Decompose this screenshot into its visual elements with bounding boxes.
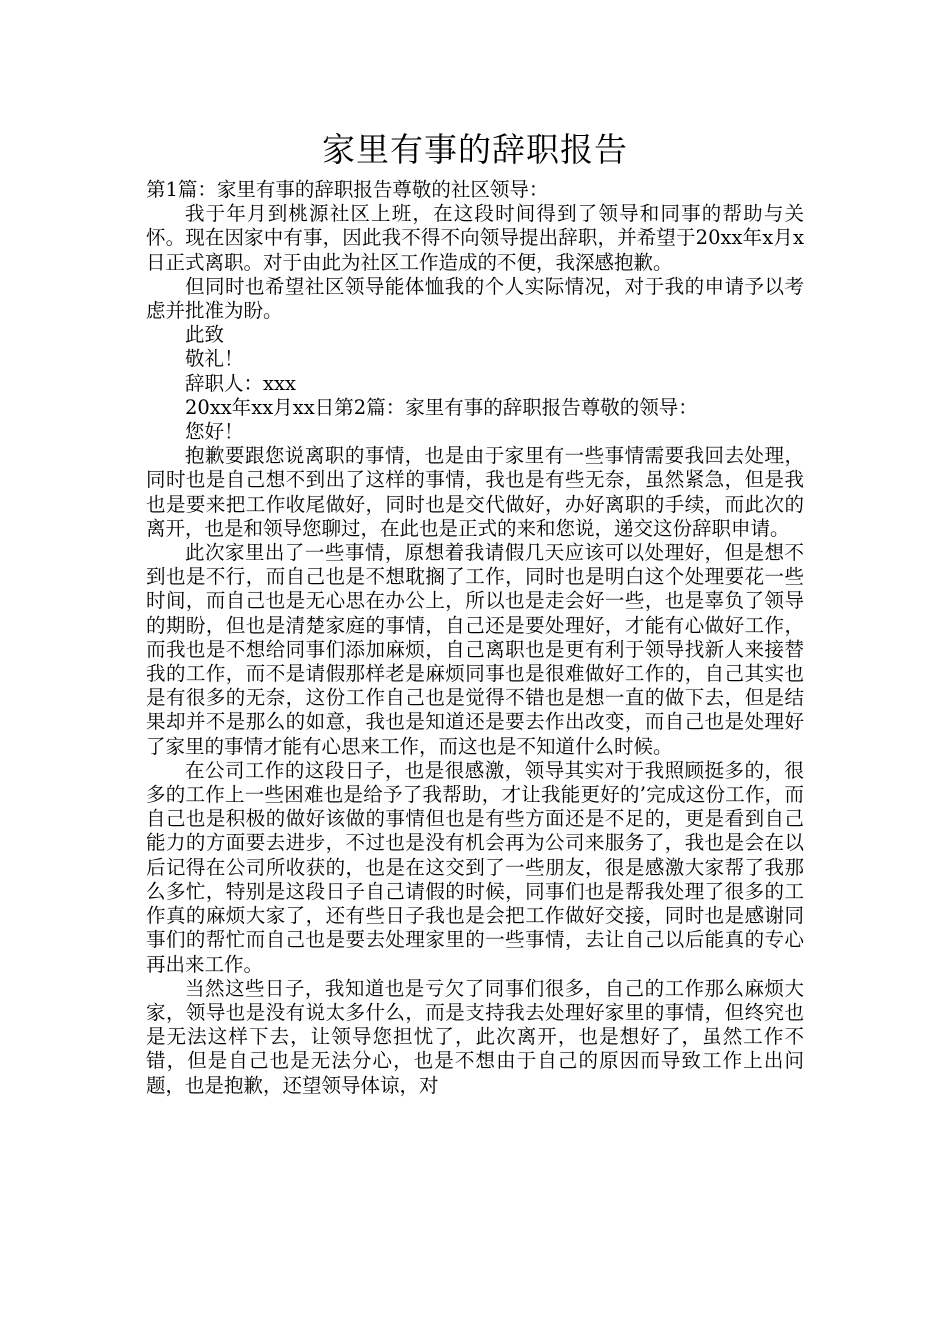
signature-line: 辞职人：xxx <box>185 371 296 395</box>
document-title: 家里有事的辞职报告 <box>322 130 628 169</box>
document-page <box>146 122 804 1098</box>
closing-salute: 敬礼！ <box>185 347 244 371</box>
paragraph: 在公司工作的这段日子，也是很感激，领导其实对于我照顾挺多的，很多的工作上一些困难也是给予了我帮助，才让我能更好的’完成这份工作，而自己也是积极的做好该做的事情但也是有些方面还是不足的，更是看到自己能力的方面要去进步，不过也是没有机会再为公司来服务了，我也是会在以后记得在公司所收获的，也是在这交到了一些朋友，很是感激大家帮了我那么多忙，特别是这段日子自己请假的时候，同事们也是帮我处理了很多的工作真的麻烦大家了，还有些日子我也是会把工作做好交接，同时也是感谢同事们的帮忙而自己也是要去处理家里的一些事情，去让自己以后能真的专心再出来工作。 <box>146 758 804 976</box>
document-body <box>146 178 804 1098</box>
paragraph: 但同时也希望社区领导能体恤我的个人实际情况，对于我的申请予以考虑并批准为盼。 <box>146 274 804 323</box>
paragraph: 此次家里出了一些事情，原想着我请假几天应该可以处理好，但是想不到也是不行，而自己也是不想耽搁了工作，同时也是明白这个处理要花一些时间，而自己也是无心思在办公上，所以也是走会好一些，也是辜负了领导的期盼，但也是清楚家庭的事情，自己还是要处理好，才能有心做好工作，而我也是不想给同事们添加麻烦，自己离职也是更有利于领导找新人来接替我的工作，而不是请假那样老是麻烦同事也是很难做好工作的，自己其实也是有很多的无奈，这份工作自己也是觉得不错也是想一直的做下去，但是结果却并不是那么的如意，我也是知道还是要去作出改变，而自己也是处理好了家里的事情才能有心思来工作，而这也是不知道什么时候。 <box>146 541 804 758</box>
paragraph: 我于年月到桃源社区上班，在这段时间得到了领导和同事的帮助与关怀。现在因家中有事，因此我不得不向领导提出辞职，并希望于20xx年x月x日正式离职。对于由此为社区工作造成的不便，我深感抱歉。 <box>146 202 804 274</box>
greeting: 您好！ <box>185 420 244 444</box>
closing-line: 此致 <box>185 323 225 347</box>
paragraph: 抱歉要跟您说离职的事情，也是由于家里有一些事情需要我回去处理，同时也是自己想不到出了这样的事情，我也是有些无奈，虽然紧急，但是我也是要来把工作收尾做好，同时也是交代做好，办好离职的手续，而此次的离开，也是和领导您聊过，在此也是正式的来和您说，递交这份辞职申请。 <box>146 444 804 540</box>
paragraph: 当然这些日子，我知道也是亏欠了同事们很多，自己的工作那么麻烦大家，领导也是没有说太多什么，而是支持我去处理好家里的事情，但终究也是无法这样下去，让领导您担忧了，此次离开，也是想好了，虽然工作不错，但是自己也是无法分心，也是不想由于自己的原因而导致工作上出问题，也是抱歉，还望领导体谅，对 <box>146 976 804 1097</box>
paragraph-heading-1: 第1篇：家里有事的辞职报告尊敬的社区领导： <box>146 178 549 201</box>
date-and-heading-2: 20xx年xx月xx日第2篇：家里有事的辞职报告尊敬的领导： <box>185 395 698 419</box>
